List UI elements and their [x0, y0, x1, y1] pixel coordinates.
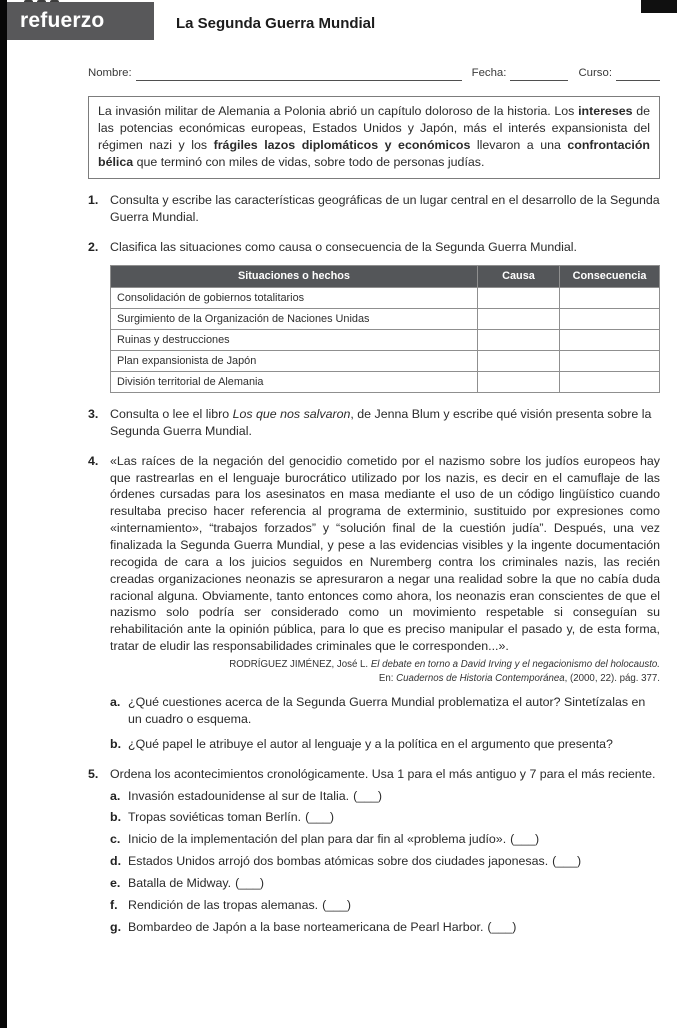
event-letter: g. — [110, 919, 122, 934]
table-row — [111, 309, 660, 330]
event-text: Batalla de Midway. — [128, 876, 232, 891]
question-number: 1. — [88, 193, 99, 208]
citation-journal: Cuadernos de Historia Contemporánea — [396, 673, 565, 685]
book-title: Los que nos salvaron — [232, 407, 351, 422]
situation-cell: Plan expansionista de Japón — [111, 351, 478, 372]
text-segment: En: — [378, 673, 397, 685]
column-header-causa: Causa — [478, 266, 560, 288]
quote-paragraph: «Las raíces de la negación del genocidio cometido por el nazismo sobre los judíos europeos hay que rastrearlas en el lenguaje burocrático utilizado por los nazis, es decir en el camuflaje de las órdenes cursadas para los asesinatos en masa mediante el uso de un código lingüístico cuando resultaba preciso hacer referencia al programa de exterminio, sustituido por expresiones como «internamiento», “trabajos forzados” y “solución final de la cuestión judía”. Después, una vez finalizada la Segunda Guerra Mundial, y pese a las evidencias visibles y la ingente documentación recogida de cara a los juicios seguidos en Nuremberg contra los criminales nazis, las recién creadas organizaciones neonazis se apresuraron a negar una realidad sobre la que no cabía duda racional alguna. Obviamente, tanto entonces como ahora, los neonazis eran conscientes de que el nazismo solo podría ser considerado como un movimiento respetable si conseguían su rehabilitación ante la opinión pública, para lo que es preciso manipular el pasado y, de esta forma, tratar de eludir las responsabilidades criminales que le corresponden...». — [110, 453, 660, 654]
event-letter: e. — [110, 876, 121, 891]
event-letter: b. — [110, 810, 122, 825]
date-line — [510, 69, 568, 81]
table-row — [111, 330, 660, 351]
intro-box — [88, 96, 660, 179]
question-3 — [88, 406, 660, 440]
question-text — [110, 406, 660, 440]
name-label: Nombre: — [88, 66, 132, 79]
question-text: Consulta y escribe las características geográficas de un lugar central en el desarrollo de la Segunda Guerra Mundial. — [110, 193, 660, 225]
event-item — [110, 853, 660, 870]
causa-cell — [478, 330, 560, 351]
causa-cell — [478, 372, 560, 393]
text-segment: , (2000, 22). pág. 377. — [564, 673, 660, 685]
question-number: 4. — [88, 453, 99, 468]
citation-work-title: El debate en torno a David Irving y el negacionismo del holocausto. — [370, 659, 660, 671]
table-row — [111, 351, 660, 372]
corner-print-mark — [641, 0, 677, 13]
answer-blank: (___) — [305, 810, 335, 825]
event-item — [110, 788, 660, 805]
table-header-row — [111, 266, 660, 288]
sub-question-text: ¿Qué papel le atribuye el autor al lenguaje y a la política en el argumento que presenta? — [128, 736, 613, 751]
consecuencia-cell — [560, 330, 660, 351]
question-5 — [88, 766, 660, 936]
classification-table — [110, 265, 660, 393]
event-text: Invasión estadounidense al sur de Italia. — [128, 788, 350, 803]
situation-cell: División territorial de Alemania — [111, 372, 478, 393]
causa-cell — [478, 309, 560, 330]
page-edge-strip — [0, 0, 7, 1028]
student-info-row — [88, 66, 660, 81]
event-list — [110, 788, 660, 936]
worksheet-content — [88, 66, 660, 936]
question-2 — [88, 239, 660, 393]
text-segment: que terminó con miles de vidas, sobre todo de personas judías. — [133, 154, 485, 169]
event-item — [110, 919, 660, 936]
course-label: Curso: — [578, 66, 612, 79]
question-1 — [88, 192, 660, 226]
answer-blank: (___) — [487, 919, 517, 934]
table-row — [111, 288, 660, 309]
question-text: Ordena los acontecimientos cronológicamente. Usa 1 para el más antiguo y 7 para el más reciente. — [110, 766, 656, 781]
band-label: refuerzo — [20, 9, 105, 32]
answer-blank: (___) — [510, 832, 540, 847]
text-segment-bold: confrontación bélica — [98, 137, 650, 169]
answer-blank: (___) — [353, 788, 383, 803]
situation-cell: Consolidación de gobiernos totalitarios — [111, 288, 478, 309]
question-text: Clasifica las situaciones como causa o consecuencia de la Segunda Guerra Mundial. — [110, 240, 577, 255]
sub-question-a — [110, 694, 660, 728]
event-text: Rendición de las tropas alemanas. — [128, 897, 319, 912]
event-letter: a. — [110, 788, 121, 803]
intro-paragraph — [98, 103, 650, 170]
event-item — [110, 897, 660, 914]
event-text: Bombardeo de Japón a la base norteamericana de Pearl Harbor. — [128, 919, 484, 934]
text-segment: de las potencias económicas europeas, Estados Unidos y Japón, más el interés expansionista del régimen nazi y los — [98, 104, 650, 152]
consecuencia-cell — [560, 351, 660, 372]
event-text: Tropas soviéticas toman Berlín. — [128, 810, 302, 825]
event-text: Estados Unidos arrojó dos bombas atómicas sobre dos ciudades japonesas. — [128, 854, 549, 869]
page-title: La Segunda Guerra Mundial — [176, 15, 376, 32]
column-header-situaciones: Situaciones o hechos — [111, 266, 478, 288]
text-segment-bold: frágiles lazos diplomáticos y económicos — [213, 137, 471, 152]
citation — [110, 658, 660, 686]
course-line — [616, 69, 660, 81]
sub-question-b — [110, 736, 660, 753]
event-letter: c. — [110, 832, 121, 847]
citation-line-2 — [110, 672, 660, 686]
name-line — [136, 69, 462, 81]
sub-question-letter: b. — [110, 736, 122, 751]
citation-line-1 — [110, 658, 660, 672]
event-item — [110, 875, 660, 892]
column-header-consecuencia: Consecuencia — [560, 266, 660, 288]
answer-blank: (___) — [322, 897, 352, 912]
table-row — [111, 372, 660, 393]
consecuencia-cell — [560, 288, 660, 309]
refuerzo-band — [7, 2, 154, 40]
answer-blank: (___) — [552, 854, 582, 869]
text-segment: , de Jenna Blum y escribe qué visión presenta sobre la Segunda Guerra Mundial. — [110, 407, 652, 438]
situation-cell: Ruinas y destrucciones — [111, 330, 478, 351]
event-letter: d. — [110, 854, 122, 869]
text-segment: llevaron a una — [470, 137, 568, 152]
event-text: Inicio de la implementación del plan para dar fin al «problema judío». — [128, 832, 507, 847]
date-label: Fecha: — [471, 66, 507, 79]
consecuencia-cell — [560, 309, 660, 330]
text-segment: Consulta o lee el libro — [110, 407, 233, 422]
event-letter: f. — [110, 897, 118, 912]
causa-cell — [478, 288, 560, 309]
situation-cell: Surgimiento de la Organización de Naciones Unidas — [111, 309, 478, 330]
question-number: 2. — [88, 240, 99, 255]
question-number: 5. — [88, 766, 99, 781]
sub-question-text: ¿Qué cuestiones acerca de la Segunda Guerra Mundial problematiza el autor? Sintetízalas en un cuadro o esquema. — [128, 695, 646, 727]
consecuencia-cell — [560, 372, 660, 393]
text-segment: La invasión militar de Alemania a Polonia abrió un capítulo doloroso de la historia. Los — [98, 104, 579, 118]
question-4 — [88, 453, 660, 753]
event-item — [110, 809, 660, 826]
text-segment-bold: intereses — [578, 104, 633, 118]
event-item — [110, 831, 660, 848]
answer-blank: (___) — [235, 876, 265, 891]
question-number: 3. — [88, 407, 99, 422]
citation-author: RODRÍGUEZ JIMÉNEZ, José L. — [229, 659, 371, 671]
sub-question-letter: a. — [110, 695, 121, 710]
causa-cell — [478, 351, 560, 372]
